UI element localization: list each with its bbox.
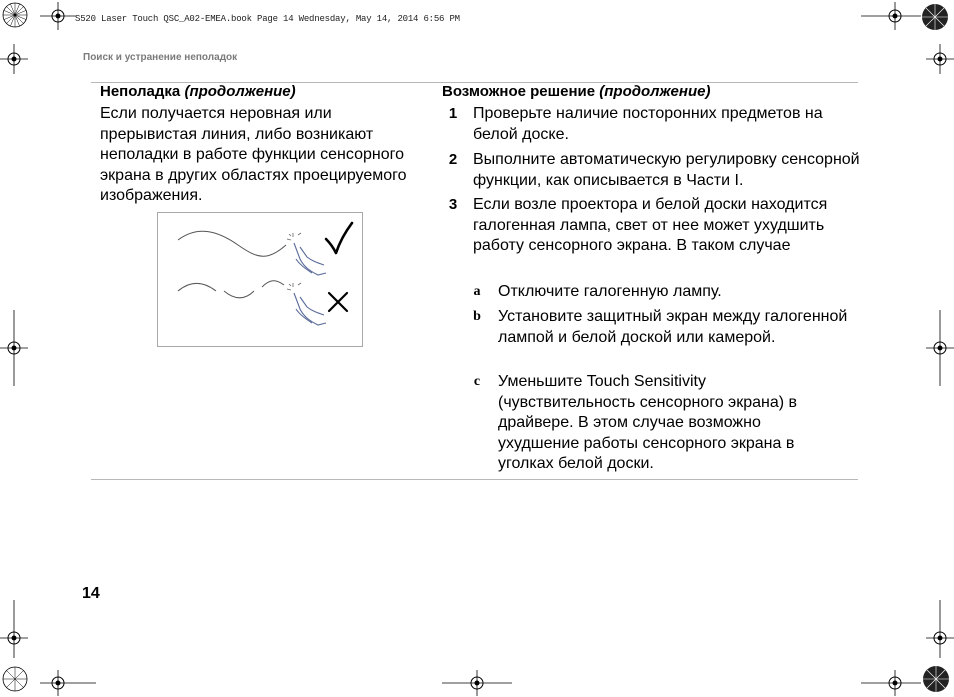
running-header: Поиск и устранение неполадок	[83, 52, 238, 63]
touch-line-illustration	[157, 212, 363, 347]
step-text-3: Если возле проектора и белой доски находится галогенная лампа, свет от нее может ухудшить работу сенсорного экрана. В таком случае	[473, 196, 828, 254]
solution-heading-text: Возможное решение	[442, 83, 596, 100]
substep-letter-a: a	[473, 284, 481, 299]
step-number-1: 1	[448, 105, 458, 122]
hand-upper-icon	[294, 243, 326, 275]
registration-mark-top-right-icon	[919, 2, 953, 36]
crosshair-top-left-icon	[40, 2, 76, 30]
hand-lower-icon	[294, 293, 326, 325]
problem-column-heading	[100, 83, 296, 100]
substep-text-b: Установите защитный экран между галогенной лампой и белой доской или камерой.	[498, 308, 848, 346]
crosshair-top-right-icon	[861, 2, 921, 30]
substep-text-c: Уменьшите Touch Sensitivity (чувствительность сенсорного экрана) в драйвере. В этом случае возможно ухудшение работы сенсорного экрана в уголках белой доски.	[498, 373, 798, 472]
check-mark-icon	[326, 223, 352, 253]
step-number-3: 3	[448, 196, 458, 213]
crosshair-right-bottom-icon	[926, 600, 954, 658]
substep-text-a: Отключите галогенную лампу.	[498, 283, 722, 300]
line-drawing	[158, 213, 362, 346]
solution-column-heading	[442, 83, 710, 100]
step-number-2: 2	[448, 151, 458, 168]
problem-description: Если получается неровная или прерывистая линия, либо возникают неполадки в работе функции сенсорного экрана в других областях проецируемого изображения.	[100, 105, 407, 204]
step-text-1: Проверьте наличие посторонних предметов на белой доске.	[473, 105, 823, 143]
crosshair-left-middle-icon	[0, 310, 28, 386]
problem-heading-text: Неполадка	[100, 83, 181, 100]
registration-mark-top-left-icon	[0, 0, 40, 40]
cross-mark-icon	[329, 293, 347, 311]
solution-heading-suffix: (продолжение)	[599, 83, 711, 100]
step-text-2: Выполните автоматическую регулировку сенсорной функции, как описывается в Части I.	[473, 151, 860, 189]
substep-letter-b: b	[473, 309, 481, 324]
registration-mark-bottom-right-icon	[919, 662, 953, 696]
crosshair-left-bottom-icon	[0, 600, 28, 658]
registration-mark-bottom-left-icon	[0, 662, 34, 696]
crosshair-left-top-icon	[0, 44, 28, 74]
crosshair-bottom-right-icon	[861, 670, 921, 696]
crosshair-bottom-center-icon	[442, 670, 512, 696]
crosshair-right-middle-icon	[926, 310, 954, 386]
substep-letter-c: c	[473, 374, 481, 389]
page-number: 14	[82, 585, 100, 602]
table-bottom-rule	[91, 479, 858, 480]
crosshair-right-top-icon	[926, 44, 954, 74]
crosshair-bottom-left-icon	[40, 670, 96, 696]
book-slug-line: S520 Laser Touch QSC_A02-EMEA.book Page 14 Wednesday, May 14, 2014 6:56 PM	[75, 14, 460, 24]
problem-heading-suffix: (продолжение)	[184, 83, 296, 100]
